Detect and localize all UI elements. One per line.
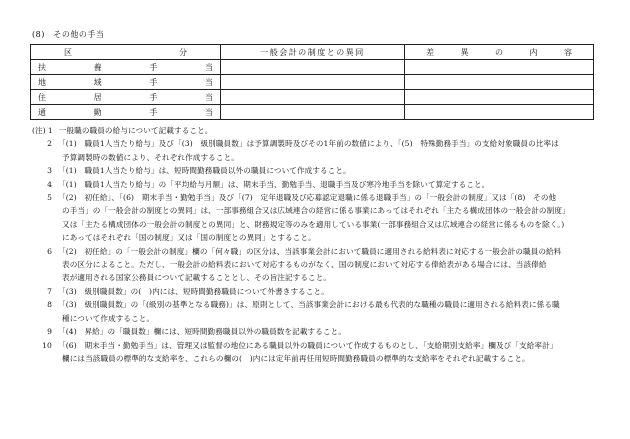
row-label	[31, 90, 221, 105]
note-9	[32, 325, 597, 338]
note-number: 9	[47, 327, 52, 337]
row-label-char: 通	[38, 107, 46, 117]
header-difference-char: の	[495, 47, 503, 57]
note-number: 2	[47, 139, 52, 149]
note-5-cont: 又は「主たる構成団体の一般会計の制度との異同」と、財務規定等のみを適用している事業(一部事務組合又は広域連合の経営に係るものを除く。)	[62, 219, 565, 229]
note-8	[32, 298, 597, 311]
row-label-char: 扶	[38, 62, 46, 72]
header-difference	[405, 45, 594, 60]
note-text: 「(6) 期末手当・勤勉手当」は、管理又は監督の地位にある職員以外の職員について作成するものとし、「支給期別支給率」欄及び「支給率計」	[58, 340, 558, 350]
row-label-char: 居	[93, 92, 102, 102]
other-allowances-table	[30, 44, 594, 120]
row-comparison-cell[interactable]	[221, 90, 405, 105]
table-row	[31, 105, 594, 120]
table-row	[31, 75, 594, 90]
row-label-char: 当	[204, 77, 213, 87]
notes-section	[32, 124, 597, 365]
row-difference-cell[interactable]	[405, 90, 594, 105]
header-difference-char: 容	[564, 47, 572, 57]
note-text: 「(4) 昇給」の「職員数」欄には、短時間勤務職員以外の職員数を記載すること。	[58, 327, 347, 337]
row-difference-cell[interactable]	[405, 105, 594, 120]
header-difference-char: 異	[460, 47, 469, 57]
section-title: (8) その他の手当	[32, 30, 105, 39]
note-text: 「(1) 職員1人当たり給与」は、短時間勤務職員以外の職員について作成すること。	[58, 166, 351, 176]
row-label-char: 養	[93, 62, 102, 72]
note-6	[32, 245, 597, 258]
note-2-cont: 予算調製時の数値により、それぞれ作成すること。	[62, 152, 239, 162]
row-comparison-cell[interactable]	[221, 75, 405, 90]
row-label-char: 手	[149, 107, 158, 117]
note-5	[32, 191, 597, 204]
row-label-char: 手	[149, 92, 158, 102]
table-header-row	[31, 45, 594, 60]
note-number: 7	[47, 286, 52, 296]
note-text: 「(1) 職員1人当たり給与」及び「(3) 級別職員数」は予算調製時及びその1年前の数値により、「(5) 特殊勤務手当」の支給対象職員の比率は	[58, 139, 559, 149]
row-label-char: 当	[204, 92, 213, 102]
note-number: 10	[42, 340, 52, 350]
row-label-char: 地	[38, 77, 46, 87]
note-10	[32, 339, 597, 352]
row-difference-cell[interactable]	[405, 75, 594, 90]
row-label-char: 手	[149, 77, 158, 87]
note-7	[32, 285, 597, 298]
note-2	[32, 137, 597, 150]
note-number: 6	[47, 246, 52, 256]
row-label	[31, 105, 221, 120]
notes-prefix: (注)	[32, 126, 46, 135]
row-difference-cell[interactable]	[405, 60, 594, 75]
row-label-char: 勤	[93, 107, 102, 117]
note-6-cont: 表が適用される国家公務員について記載することとし、その旨注記すること。	[62, 273, 332, 283]
header-category-char: 分	[179, 47, 187, 57]
row-label-char: 域	[93, 77, 102, 87]
header-comparison-label: 一般会計の制度との異同	[260, 47, 365, 57]
note-8-cont: 種について作成すること。	[62, 313, 155, 323]
note-3	[32, 164, 597, 177]
row-label-char: 手	[149, 62, 158, 72]
table-row	[31, 90, 594, 105]
row-label-char: 当	[204, 62, 213, 72]
note-number: 4	[47, 179, 52, 189]
table-row	[31, 60, 594, 75]
header-difference-char: 内	[529, 47, 538, 57]
note-6-cont: 表の区分によること。ただし、一般会計の給料表において対応するものがなく、国の制度において対応する俸給表がある場合には、当該俸給	[62, 260, 547, 270]
row-label	[31, 60, 221, 75]
row-label-char: 当	[204, 107, 213, 117]
note-number: 8	[47, 300, 52, 310]
note-5-cont: にあってはそれぞれ「国の制度」又は「国の制度との異同」とすること。	[62, 233, 316, 243]
header-comparison	[221, 45, 405, 60]
row-comparison-cell[interactable]	[221, 105, 405, 120]
note-number: 3	[47, 166, 52, 176]
header-category-char: 区	[64, 47, 72, 57]
note-text: 「(3) 級別職員数」の( )内には、短時間勤務職員について外書きすること。	[58, 286, 329, 296]
note-text: 「(3) 級別職員数」の「(級別の基準となる職務)」は、原則として、当該事業会計における最も代表的な職種の職員に適用される給料表に係る職	[58, 300, 560, 310]
note-text: 一般職の職員の給与について記載すること。	[58, 126, 213, 135]
note-number: 5	[47, 193, 52, 203]
note-number: 1	[47, 126, 53, 135]
row-comparison-cell[interactable]	[221, 60, 405, 75]
header-difference-char: 差	[426, 47, 434, 57]
header-category	[31, 45, 221, 60]
note-text: 「(1) 職員1人当たり給与」の「平均給与月額」は、期末手当、勤勉手当、退職手当及び寒冷地手当を除いて算定すること。	[58, 179, 490, 189]
note-1	[32, 124, 597, 137]
note-text: 「(2) 初任給」の「一般会計の制度」欄の「何々職」の区分は、当該事業会計において職員に適用される給料表に対応する一般会計の職員の給料	[58, 246, 562, 256]
note-5-cont: の手当」の「一般会計の制度との異同」は、一部事務組合又は広域連合の経営に係る事業にあってはそれぞれ「主たる構成団体の一般会計の制度」	[62, 206, 570, 216]
note-text: 「(2) 初任給」、「(6) 期末手当・勤勉手当」及び「(7) 定年退職及び応募認定退職に係る退職手当」の「一般会計の制度」又は「(8) その他	[58, 193, 557, 203]
note-10-cont: 欄には当該職員の標準的な支給率を、これらの欄の( )内には定年前再任用短時間勤務職員の標準的な支給率をそれぞれ記載すること。	[62, 353, 530, 363]
note-4	[32, 178, 597, 191]
row-label-char: 住	[38, 92, 46, 102]
row-label	[31, 75, 221, 90]
